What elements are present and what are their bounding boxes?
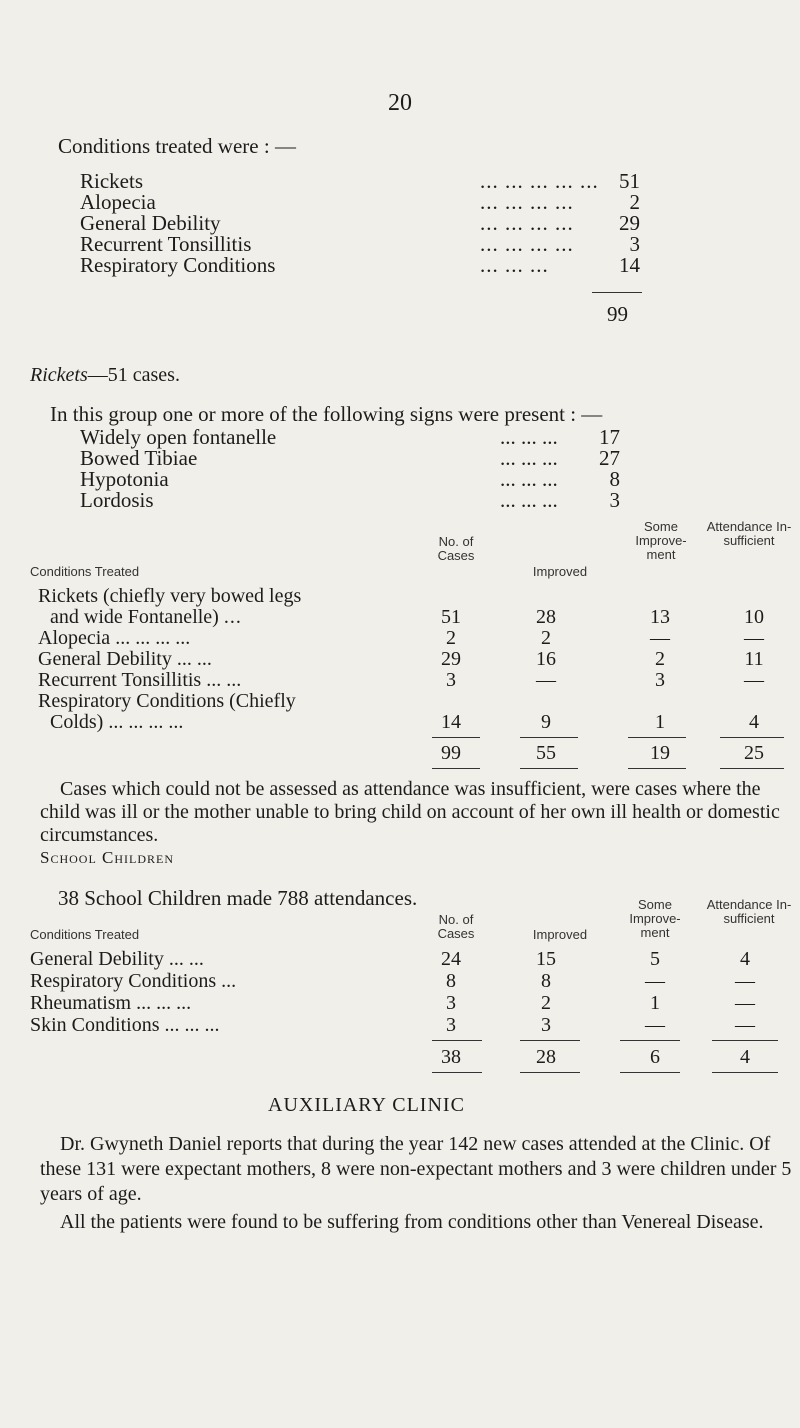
total-some: 6 (650, 1046, 660, 1068)
divider (520, 1040, 580, 1041)
cell-some: 13 (650, 606, 670, 628)
col-header-attendance: Attendance In- sufficient (706, 519, 792, 548)
col-header-cases: No. of Cases (437, 534, 475, 563)
total-cases: 99 (441, 742, 461, 764)
list-item: General Debility ... ... ... ... 29 (80, 211, 640, 235)
cell-some: 2 (655, 648, 665, 670)
list-item: Hypotonia ... ... ... 8 (80, 467, 620, 491)
list-item: Recurrent Tonsillitis ... ... ... ... 3 (80, 232, 640, 256)
list-item: Rickets ... ... ... ... ... 51 (80, 169, 640, 193)
col-header-some: Some Improve- ment (629, 897, 681, 940)
table-row-label: Skin Conditions ... ... ... (30, 1014, 220, 1036)
total-improved: 55 (536, 742, 556, 764)
table-row-label: Alopecia ... ... ... ... (38, 627, 191, 649)
cell-cases: 51 (441, 606, 461, 628)
cell-some: 1 (650, 992, 660, 1014)
cell-improved: 8 (541, 970, 551, 992)
table-row-label: and wide Fontanelle) ... (50, 606, 242, 628)
list-item: Alopecia ... ... ... ... 2 (80, 190, 640, 214)
signs-list (80, 427, 640, 511)
total-some: 19 (650, 742, 670, 764)
cell-cases: 3 (446, 1014, 456, 1036)
list-item: Respiratory Conditions ... ... ... 14 (80, 253, 640, 277)
cell-improved: 28 (536, 606, 556, 628)
cell-improved: 2 (541, 992, 551, 1014)
cell-cases: 2 (446, 627, 456, 649)
cell-att: — (735, 1014, 755, 1036)
divider (628, 768, 686, 769)
conditions-list (80, 171, 640, 276)
col-header-some: Some Improve- ment (635, 519, 687, 562)
cell-cases: 29 (441, 648, 461, 670)
divider (712, 1072, 778, 1073)
rickets-heading: Rickets—51 cases. (30, 364, 180, 386)
table-row-label: Rickets (chiefly very bowed legs (38, 585, 302, 607)
total-cases: 38 (441, 1046, 461, 1068)
cell-improved: 2 (541, 627, 551, 649)
conditions-intro: Conditions treated were : — (58, 134, 296, 158)
list-item: Lordosis ... ... ... 3 (80, 488, 620, 512)
col-header-improved: Improved (532, 564, 588, 579)
total-att: 25 (744, 742, 764, 764)
divider (720, 737, 784, 738)
cell-cases: 8 (446, 970, 456, 992)
col-header-improved: Improved (532, 927, 588, 942)
divider (432, 737, 480, 738)
list-item: Widely open fontanelle ... ... ... 17 (80, 425, 620, 449)
divider (520, 737, 578, 738)
final-paragraph: All the patients were found to be suffering from conditions other than Venereal Disease. (60, 1211, 764, 1233)
divider (712, 1040, 778, 1041)
total-att: 4 (740, 1046, 750, 1068)
divider (432, 1040, 482, 1041)
cell-some: — (645, 970, 665, 992)
table-row-label: Recurrent Tonsillitis ... ... (38, 669, 242, 691)
cell-att: — (735, 992, 755, 1014)
auxiliary-paragraph: Dr. Gwyneth Daniel reports that during the year 142 new cases attended at the Clinic. Of these 131 were expectant mothers, 8 were non-expectant mothers and 3 were children under 5 years of age. (40, 1133, 792, 1205)
cell-improved: 15 (536, 948, 556, 970)
total-rule (592, 292, 642, 293)
cell-improved: — (536, 669, 556, 691)
table-row-label: General Debility ... ... (38, 648, 212, 670)
list-item: Bowed Tibiae ... ... ... 27 (80, 446, 620, 470)
cell-att: 11 (744, 648, 764, 670)
col-header-attendance: Attendance In- sufficient (706, 897, 792, 926)
divider (620, 1040, 680, 1041)
table-row-label: General Debility ... ... (30, 948, 204, 970)
cell-improved: 3 (541, 1014, 551, 1036)
cell-some: 3 (655, 669, 665, 691)
total-improved: 28 (536, 1046, 556, 1068)
cell-cases: 24 (441, 948, 461, 970)
divider (432, 768, 480, 769)
cell-att: — (744, 627, 764, 649)
cell-att: — (735, 970, 755, 992)
signs-intro: In this group one or more of the following signs were present : — (50, 402, 603, 426)
school-heading: School Children (40, 848, 175, 867)
cell-att: — (744, 669, 764, 691)
school-intro: 38 School Children made 788 attendances. (58, 886, 418, 910)
cell-att: 4 (749, 711, 759, 733)
divider (620, 1072, 680, 1073)
cell-some: — (650, 627, 670, 649)
page-number: 20 (388, 90, 412, 116)
table-row-label: Colds) ... ... ... ... (50, 711, 184, 733)
col-header-conditions: Conditions Treated (30, 927, 140, 942)
cell-improved: 16 (536, 648, 556, 670)
cell-improved: 9 (541, 711, 551, 733)
divider (432, 1072, 482, 1073)
table-row-label: Respiratory Conditions (Chiefly (38, 690, 296, 712)
col-header-conditions: Conditions Treated (30, 564, 140, 579)
cell-att: 4 (740, 948, 750, 970)
cell-some: — (645, 1014, 665, 1036)
cell-att: 10 (744, 606, 764, 628)
divider (720, 768, 784, 769)
divider (628, 737, 686, 738)
cell-some: 1 (655, 711, 665, 733)
divider (520, 768, 578, 769)
divider (520, 1072, 580, 1073)
table-row-label: Rheumatism ... ... ... (30, 992, 192, 1014)
cell-cases: 14 (441, 711, 461, 733)
cases-paragraph: Cases which could not be assessed as attendance was insufficient, were cases where the child was ill or the mother unable to bring child on account of her own ill health or domestic circumstances. (40, 778, 780, 846)
conditions-total: 99 (607, 302, 628, 326)
col-header-cases: No. of Cases (437, 912, 475, 941)
table-row-label: Respiratory Conditions ... (30, 970, 237, 992)
cell-cases: 3 (446, 669, 456, 691)
auxiliary-clinic-heading: AUXILIARY CLINIC (268, 1094, 465, 1116)
cell-cases: 3 (446, 992, 456, 1014)
cell-some: 5 (650, 948, 660, 970)
